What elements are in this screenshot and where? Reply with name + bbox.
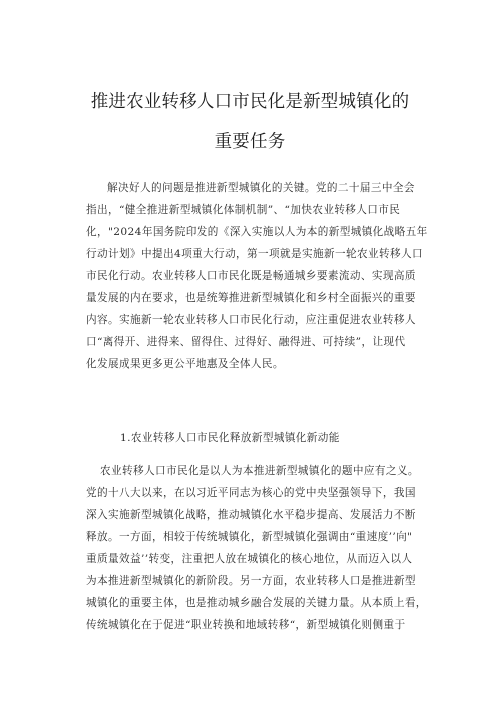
paragraph-line: 口“离得开、进得来、留得住、过得好、融得进、可持续”，让现代 [86,336,406,348]
paragraph-line: 党的十八大以来，在以习近平同志为核心的党中央坚强领导下，我国 [86,487,416,499]
paragraph-line: 重质量效益’’转变，注重把人放在城镇化的核心地位，从而迈入以人 [86,553,413,565]
paragraph-line: 市民化行动。农业转移人口市民化既是畅通城乡要素流动、实现高质 [86,270,416,282]
document-title-line2: 重要任务 [214,132,286,152]
paragraph-line: 化，"2024年国务院印发的《深入实施以人为本的新型城镇化战略五年 [86,226,428,238]
paragraph-line: 行动计划》中提出4项重大行动，第一项就是实施新一轮农业转移人口 [86,248,423,260]
paragraph-line: 指出，“健全推进新型城镇化体制机制”、“加快农业转移人口市民 [86,204,401,216]
paragraph-line: 农业转移人口市民化是以人为本推进新型城镇化的题中应有之义。 [100,465,419,477]
paragraph-line: 量发展的内在要求，也是统筹推进新型城镇化和乡村全面振兴的重要 [86,292,416,304]
paragraph-line: 深入实施新型城镇化战略，推动城镇化水平稳步提高、发展活力不断 [86,509,416,521]
paragraph-2 [86,460,438,636]
section-heading: 1.农业转移人口市民化释放新型城镇化新动能 [120,432,340,444]
paragraph-line: 解决好人的问题是推进新型城镇化的关键。党的二十届三中全会 [107,182,415,194]
paragraph-line: 城镇化的重要主体，也是推动城乡融合发展的关键力量。从本质上看， [86,597,427,609]
paragraph-line: 内容。实施新一轮农业转移人口市民化行动，应注重促进农业转移人 [86,314,416,326]
paragraph-line: 化发展成果更多更公平地惠及全体人民。 [86,358,284,370]
paragraph-line: 释放。一方面，相较于传统城镇化，新型城镇化强调由“重速度’’向" [86,531,413,543]
paragraph-1 [86,177,438,375]
document-title-line1: 推进农业转移人口市民化是新型城镇化的 [90,92,410,112]
paragraph-line: 传统城镇化在于促进“职业转换和地域转移“，新型城镇化则侧重于 [86,619,406,631]
paragraph-line: 为本推进新型城镇化的新阶段。另一方面，农业转移人口是推进新型 [86,575,416,587]
